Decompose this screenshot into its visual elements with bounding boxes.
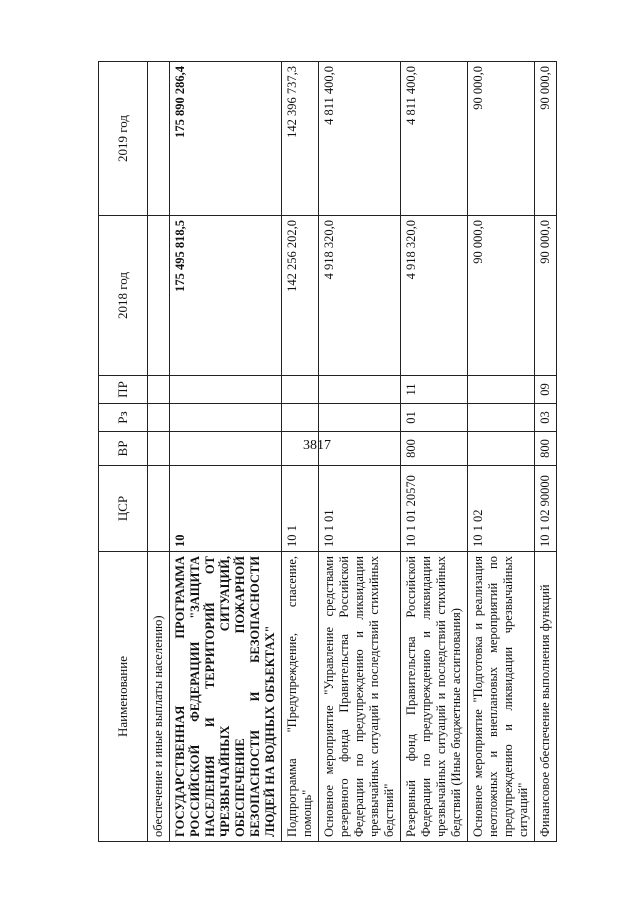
row-rz — [319, 404, 401, 432]
row-csr: 10 — [170, 466, 282, 552]
header-name: Наименование — [99, 552, 148, 842]
table-row — [401, 62, 468, 842]
header-2018: 2018 год — [99, 216, 148, 376]
table-row — [319, 62, 401, 842]
table-row — [282, 62, 319, 842]
row-vr: 800 — [401, 432, 468, 466]
row-pr — [282, 376, 319, 404]
row-name: Финансовое обеспечение выполнения функций — [535, 552, 557, 842]
header-pr: ПР — [99, 376, 148, 404]
row-name: Резервный фонд Правительства Российской Федерации по предупреждению и ликвидации чрезвычайных ситуаций и последствий стихийных бедствий (Иные бюджетные ассигнования) — [401, 552, 468, 842]
row-rz — [148, 404, 170, 432]
row-name: Основное мероприятие "Управление средствами резервного фонда Правительства Российской Федерации по предупреждению и ликвидации чрезвычайных ситуаций и последствий стихийных бедствий" — [319, 552, 401, 842]
row-vr — [468, 432, 535, 466]
row-csr: 10 1 02 90000 — [535, 466, 557, 552]
row-2019: 4 811 400,0 — [319, 62, 401, 216]
rotated-page-content — [98, 62, 596, 842]
row-2018: 4 918 320,0 — [319, 216, 401, 376]
row-2019 — [148, 62, 170, 216]
row-2019: 90 000,0 — [468, 62, 535, 216]
row-csr: 10 1 — [282, 466, 319, 552]
row-2019: 175 890 286,4 — [170, 62, 282, 216]
row-pr: 11 — [401, 376, 468, 404]
row-2019: 4 811 400,0 — [401, 62, 468, 216]
page-number: 3817 — [303, 438, 331, 453]
row-pr — [170, 376, 282, 404]
header-rz: Рз — [99, 404, 148, 432]
row-rz: 03 — [535, 404, 557, 432]
row-vr — [282, 432, 319, 466]
row-pr — [468, 376, 535, 404]
row-vr — [319, 432, 401, 466]
row-rz — [170, 404, 282, 432]
row-2019: 90 000,0 — [535, 62, 557, 216]
row-vr — [170, 432, 282, 466]
row-2019: 142 396 737,3 — [282, 62, 319, 216]
row-csr: 10 1 01 — [319, 466, 401, 552]
row-2018: 90 000,0 — [468, 216, 535, 376]
row-csr: 10 1 01 20570 — [401, 466, 468, 552]
row-2018: 90 000,0 — [535, 216, 557, 376]
table-row — [170, 62, 282, 842]
row-2018 — [148, 216, 170, 376]
row-2018: 4 918 320,0 — [401, 216, 468, 376]
row-name: обеспечение и иные выплаты населению) — [148, 552, 170, 842]
row-vr: 800 — [535, 432, 557, 466]
header-csr: ЦСР — [99, 466, 148, 552]
row-2018: 142 256 202,0 — [282, 216, 319, 376]
table-row — [468, 62, 535, 842]
row-2018: 175 495 818,5 — [170, 216, 282, 376]
header-vr: ВР — [99, 432, 148, 466]
row-name: Подпрограмма "Предупреждение, спасение, помощь" — [282, 552, 319, 842]
header-2019: 2019 год — [99, 62, 148, 216]
row-rz — [468, 404, 535, 432]
row-vr — [148, 432, 170, 466]
row-pr — [148, 376, 170, 404]
row-pr — [319, 376, 401, 404]
row-csr — [148, 466, 170, 552]
table-row — [148, 62, 170, 842]
row-rz: 01 — [401, 404, 468, 432]
table-header-row — [99, 62, 148, 842]
budget-table — [98, 61, 557, 842]
row-name: Основное мероприятие "Подготовка и реализация неотложных и внеплановых мероприятий по предупреждению и ликвидации чрезвычайных ситуаций" — [468, 552, 535, 842]
table-row — [535, 62, 557, 842]
row-csr: 10 1 02 — [468, 466, 535, 552]
row-name: ГОСУДАРСТВЕННАЯ ПРОГРАММА РОССИЙСКОЙ ФЕДЕРАЦИИ "ЗАЩИТА НАСЕЛЕНИЯ И ТЕРРИТОРИЙ ОТ ЧРЕЗВЫЧАЙНЫХ СИТУАЦИЙ, ОБЕСПЕЧЕНИЕ ПОЖАРНОЙ БЕЗОПАСНОСТИ И БЕЗОПАСНОСТИ ЛЮДЕЙ НА ВОДНЫХ ОБЪЕКТАХ" — [170, 552, 282, 842]
row-pr: 09 — [535, 376, 557, 404]
row-rz — [282, 404, 319, 432]
